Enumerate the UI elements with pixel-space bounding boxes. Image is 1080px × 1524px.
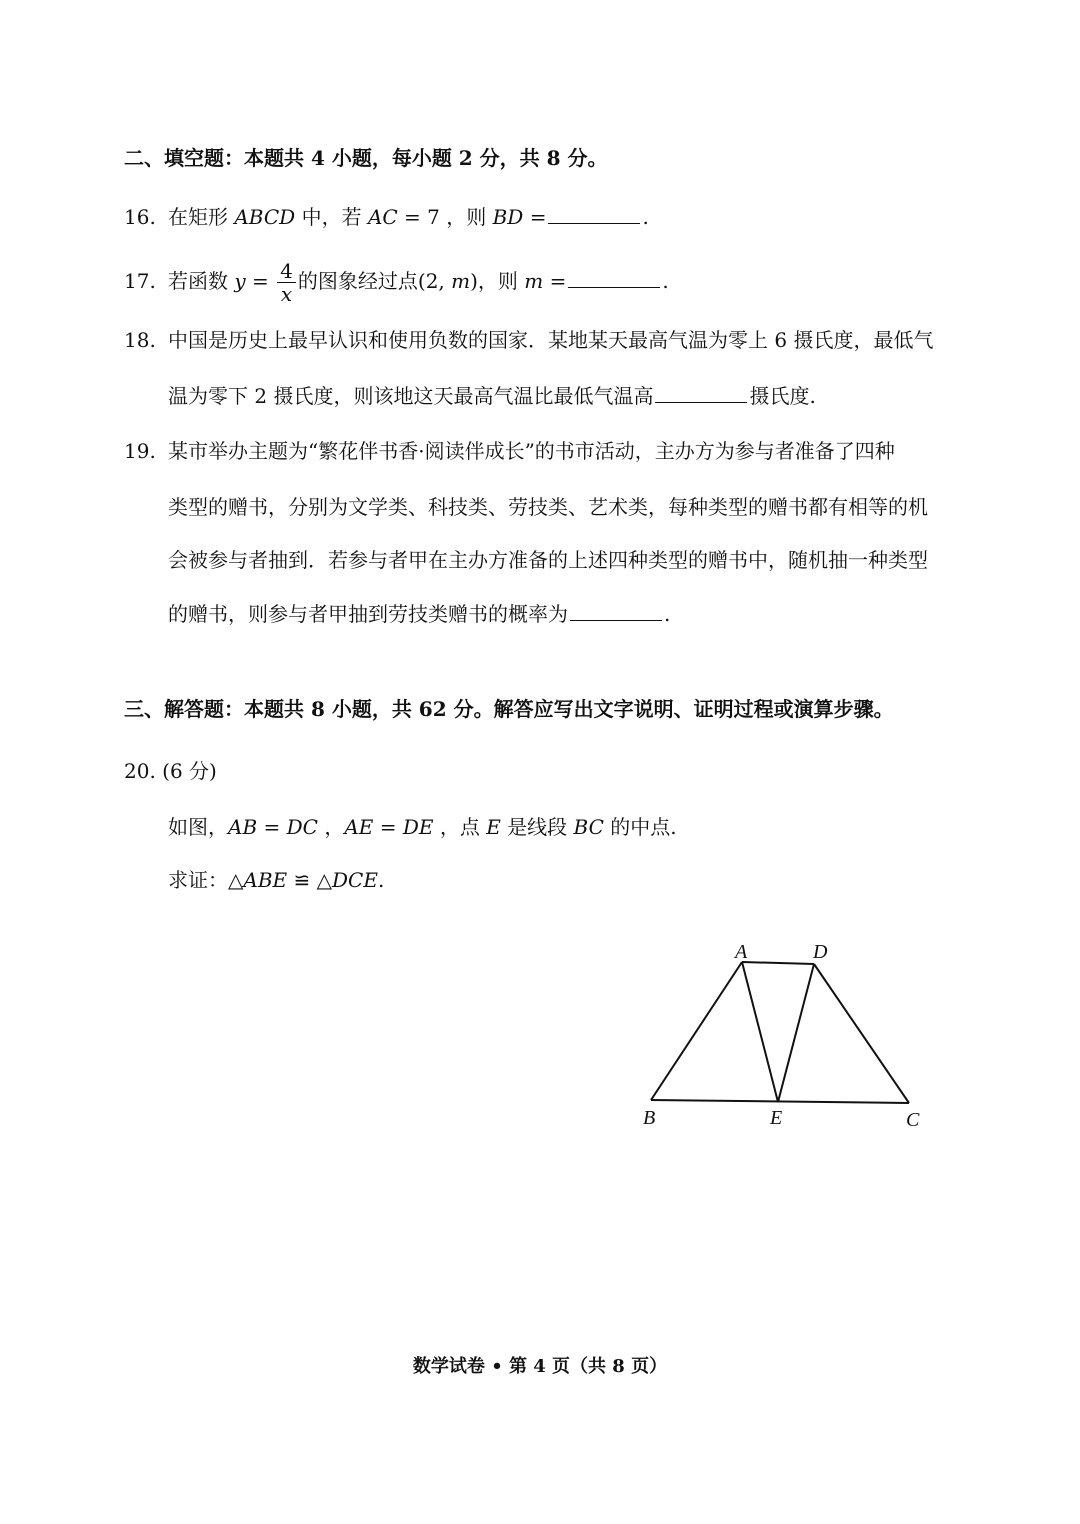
question-number: 18. <box>124 328 156 352</box>
segment-dc <box>814 964 909 1103</box>
label-a: A <box>735 941 748 963</box>
geometry-figure <box>630 930 930 1140</box>
segment-bc <box>651 1100 909 1103</box>
label-d: D <box>813 941 828 963</box>
label-e: E <box>770 1107 783 1129</box>
segment-ab <box>651 962 742 1100</box>
question-19: 19. 某市举办主题为“繁花伴书香·阅读伴成长”的书市活动，主办方为参与者准备了四种 <box>124 439 895 463</box>
question-20-prove: 求证：△ABE ≌ △DCE. <box>168 868 385 892</box>
question-19-line2: 类型的赠书，分别为文学类、科技类、劳技类、艺术类，每种类型的赠书都有相等的机 <box>168 495 928 519</box>
question-number: 19. <box>124 439 156 463</box>
question-19-line3: 会被参与者抽到．若参与者甲在主办方准备的上述四种类型的赠书中，随机抽一种类型 <box>168 548 928 572</box>
segment-ad <box>742 962 814 964</box>
question-19-line4: 的赠书，则参与者甲抽到劳技类赠书的概率为 . <box>168 602 671 626</box>
question-number: 16. <box>124 205 156 229</box>
question-20-given: 如图，AB = DC ，AE = DE ，点 E 是线段 BC 的中点. <box>168 815 677 839</box>
segment-de <box>778 964 814 1102</box>
fraction: $\frac{4}{x}$ <box>277 260 296 305</box>
section2-heading: 二、填空题：本题共 4 小题，每小题 2 分，共 8 分。 <box>124 146 608 170</box>
question-16: 16. 在矩形 ABCD 中，若 AC = 7 ，则 BD = . <box>124 205 649 229</box>
answer-blank[interactable] <box>570 600 662 621</box>
question-18: 18. 中国是历史上最早认识和使用负数的国家．某地某天最高气温为零上 6 摄氏度，最低气 <box>124 328 934 352</box>
question-18-line2: 温为零下 2 摄氏度，则该地这天最高气温比最低气温高 摄氏度. <box>168 384 816 408</box>
page-footer: 数学试卷 • 第 4 页（共 8 页） <box>412 1356 668 1377</box>
answer-blank[interactable] <box>548 203 640 224</box>
label-c: C <box>906 1109 920 1131</box>
answer-blank[interactable] <box>655 382 747 403</box>
question-17: 17. 若函数 y = $\frac{4}{x}$ 的图象经过点(2, m)，则 m = . <box>124 259 669 306</box>
answer-blank[interactable] <box>568 267 660 288</box>
section3-heading: 三、解答题：本题共 8 小题，共 62 分。解答应写出文字说明、证明过程或演算步骤。 <box>124 697 894 721</box>
segment-ae <box>742 962 778 1102</box>
label-b: B <box>643 1107 656 1129</box>
question-20-header: 20. (6 分) <box>124 759 217 783</box>
question-number: 17. <box>124 269 156 293</box>
